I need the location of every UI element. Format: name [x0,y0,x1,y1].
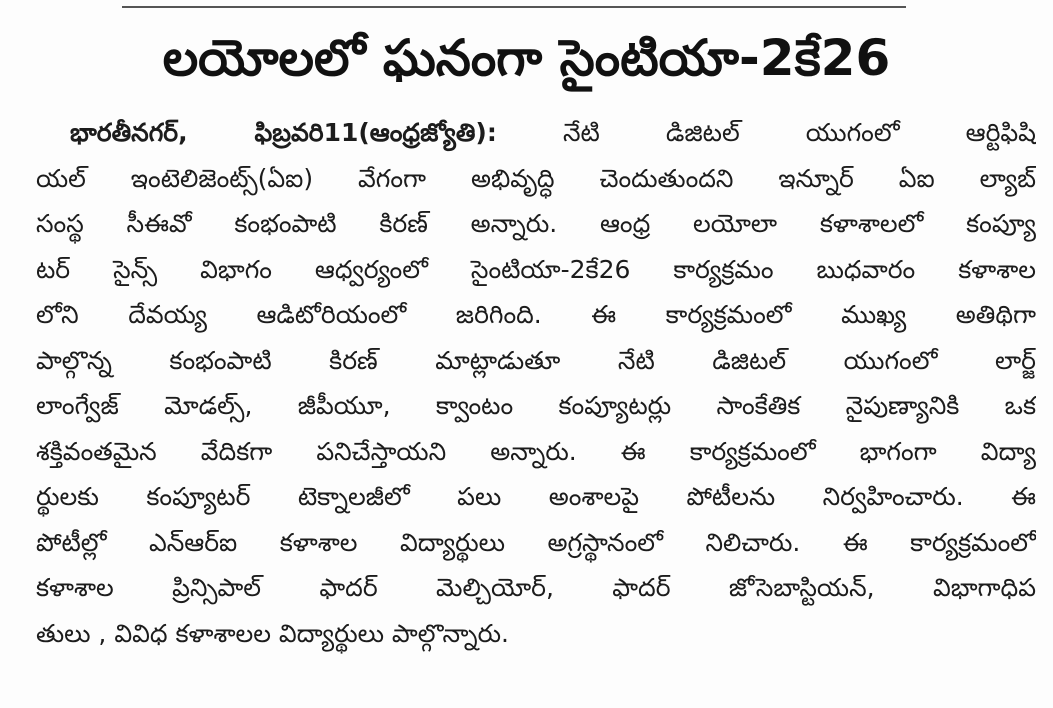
article-line-6: పాల్గొన్న కంభంపాటి కిరణ్ మాట్లాడుతూ నేటి డిజిటల్ యుగంలో లార్జ్ [36,345,1036,375]
article-line-9: ర్థులకు కంప్యూటర్ టెక్నాలజీలో పలు అంశాలపై పోటీలను నిర్వహించారు. ఈ [36,482,1036,511]
article-line-3: సంస్థ సీఈవో కంభంపాటి కిరణ్ అన్నారు. ఆంధ్ర లయోలా కళాశాలలో కంప్యూ [36,209,1036,238]
article-body [36,110,1036,656]
article-line-12: తులు , వివిధ కళాశాలల విద్యార్థులు పాల్గొన్నారు. [36,618,510,648]
article-dateline: భారతీనగర్, ఫిబ్రవరి11(ఆంధ్రజ్యోతి): [70,118,497,147]
article-line-2: యల్ ఇంటెలిజెంట్స్(ఏఐ) వేగంగా అభివృద్ధి చెందుతుందని ఇన్నూర్ ఏఐ ల్యాబ్ [36,163,1036,193]
article-line-1-text: నేటి డిజిటల్ యుగంలో ఆర్టిఫిషి [562,118,1036,147]
article-line-1 [36,110,1036,156]
article-line-10: పోటీల్లో ఎన్ఆర్ఐ కళాశాల విద్యార్థులు అగ్రస్థానంలో నిలిచారు. ఈ కార్యక్రమంలో [36,527,1036,557]
article-headline: లయోలలో ఘనంగా సైంటియా-2కే26 [162,29,891,87]
article-line-8: శక్తివంతమైన వేదికగా పనిచేస్తాయని అన్నారు. ఈ కార్యక్రమంలో భాగంగా విద్యా [36,436,1036,466]
article-line-5: లోని దేవయ్య ఆడిటోరియంలో జరిగింది. ఈ కార్యక్రమంలో ముఖ్య అతిథిగా [36,300,1036,329]
article-line-7: లాంగ్వేజ్ మోడల్స్, జీపీయూ, క్వాంటం కంప్యూటర్లు సాంకేతిక నైపుణ్యానికి ఒక [36,391,1036,420]
article-line-4: టర్ సైన్స్ విభాగం ఆధ్వర్యంలో సైంటియా-2కే26 కార్యక్రమం బుధవారం కళాశాల [36,254,1036,284]
top-divider [122,6,906,8]
article-line-11: కళాశాల ప్రిన్సిపాల్ ఫాదర్ మెల్చియోర్, ఫాదర్ జోసెబాస్టియన్, విభాగాధిప [36,573,1036,602]
